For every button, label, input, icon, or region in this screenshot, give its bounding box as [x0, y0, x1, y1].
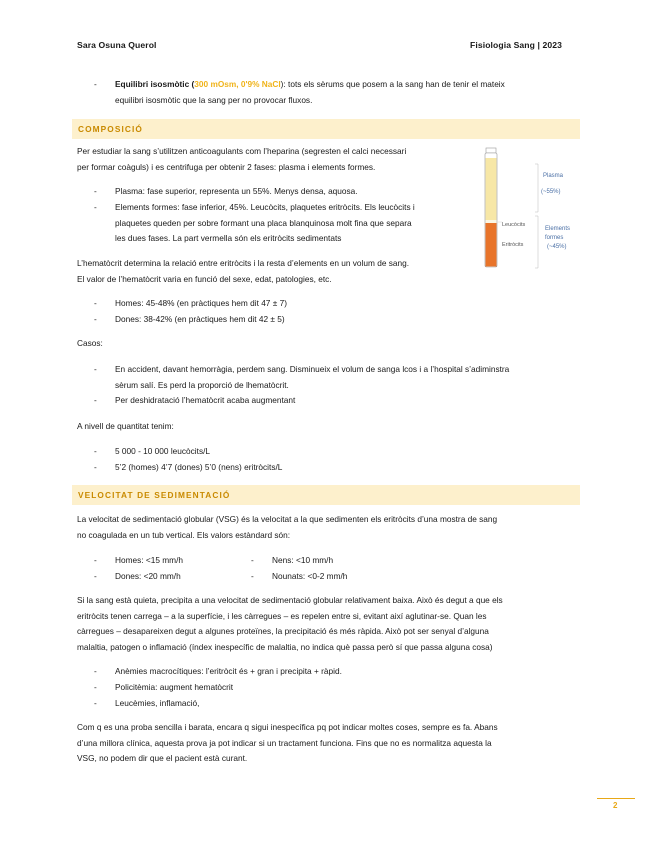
paragraph-hematocrit: L’hematòcrit determina la relació entre eritròcits i la resta d’elements en un volum de sang. El valor de l’hematòcrit varia en funció del sexe, edat, patologies, etc. [77, 258, 410, 284]
text-fragment: ): tots els sèrums que posem a la sang han de tenir el mateix [280, 79, 505, 89]
list-item-elements-formes: - Elements formes: fase inferior, 45%. Leucòcits, plaquetes eritròcits. Els leucòcits i plaquetes queden per sobre formant una placa blanquinosa molt fina que separa les dues fases. La part vermella són els eritròcits sedimentats [94, 200, 478, 247]
list-item-isosmotic [94, 77, 578, 108]
centrifuge-tube-figure [482, 144, 592, 274]
text-fragment: equilibri isosmòtic que la sang per no provocar fluxos. [115, 94, 313, 105]
label-quantitat: A nivell de quantitat tenim: [77, 421, 174, 431]
list-item-leucemies: - Leucèmies, inflamació, [94, 696, 578, 712]
list-item-cas-accident: - En accident, davant hemorràgia, perdem sang. Disminueix el volum de sanga lcos i a l’hospital s’adiminstra sèrum salí. Es perd la proporció de lhematòcrit. [94, 362, 578, 393]
label-leucocits: Leucòcits [502, 222, 526, 228]
paragraph-composicio-intro: Per estudiar la sang s’utilitzen anticoagulants com l’heparina (segresten el calci necessari per formar coàguls) i es centrifuga per obtenir 2 fases: plasma i elements formes. [77, 146, 407, 172]
paragraph-vsg-intro: La velocitat de sedimentació globular (VSG) és la velocitat a la que sedimenten els eritròcits d’una mostra de sang no coagulada en un tub vertical. Els valors estàndard són: [77, 514, 498, 540]
paragraph-vsg-conclusion: Com q es una proba sencilla i barata, encara q sigui inespecífica pq pot indicar moltes coses, sempre es fa. Abans d’una millora clínica, aquesta prova ja pot indicar si un tractament funciona. Fins que no es normalitza aquesta la VSG, no podem dir que el pacient està curant. [77, 722, 498, 763]
plasma-layer [486, 158, 497, 220]
list-item-anemies: - Anèmies macrocítiques: l’eritròcit és + gran i precipita + ràpid. [94, 664, 578, 680]
footer-divider [597, 798, 635, 799]
label-plasma: Plasma [543, 173, 564, 179]
header-subject: Fisiologia Sang | 2023 [469, 40, 562, 50]
label-eritrocits: Eritròcits [502, 242, 524, 248]
vsg-value-dones: - Dones: <20 mm/h [115, 569, 181, 585]
tube-svg [482, 144, 592, 274]
section-title-composicio: COMPOSICIÓ [72, 119, 580, 139]
label-elements: Elements [545, 226, 571, 232]
vsg-value-nounats: - Nounats: <0-2 mm/h [272, 569, 347, 585]
page-number: 2 [613, 801, 618, 810]
list-item-dones-hematocrit: - Dones: 38-42% (en pràctiques hem dit 42 ± 5) [94, 312, 578, 328]
list-item-plasma: - Plasma: fase superior, representa un 55%. Menys densa, aquosa. [94, 184, 478, 200]
label-formes: formes [545, 235, 564, 241]
list-item-leucocits-count: - 5 000 - 10 000 leucòcits/L [94, 444, 578, 460]
tube-cap [486, 148, 496, 153]
header-author: Sara Osuna Querol [77, 40, 157, 50]
list-item-cas-deshidratacio: - Per deshidratació l’hematòcrit acaba augmentant [94, 393, 578, 409]
paragraph-vsg-explanation: Si la sang està quieta, precipita a una velocitat de sedimentació globular relativament baixa. Això és degut a que els eritròcits tenen carrega – a la superfície, i les càrregues – es repelen entre si, evitant així aglutinar-se. Quan les càrregues – desapareixen degut a algunes proteïnes, la precipitació és més ràpida. Això pot ser senyal d’alguna malaltia, patogen o inflamació (índex inespecífic de malaltia, no indica què passa però sí que passa alguna cosa) [77, 595, 503, 652]
list-item-policitemia: - Policitèmia: augment hematòcrit [94, 680, 578, 696]
label-elements-pct: (~45%) [547, 244, 567, 250]
label-casos: Casos: [77, 338, 103, 348]
list-item-homes-hematocrit: - Homes: 45-48% (en pràctiques hem dit 47 ± 7) [94, 296, 578, 312]
term-label: Equilibri isosmòtic ( [115, 79, 195, 89]
section-title-velocitat: VELOCITAT DE SEDIMENTACIÓ [72, 485, 580, 505]
label-plasma-pct: (~55%) [541, 189, 561, 195]
vsg-value-homes: - Homes: <15 mm/h [115, 553, 183, 569]
buffy-coat-layer [486, 220, 497, 223]
vsg-value-nens: - Nens: <10 mm/h [272, 553, 333, 569]
list-item-eritrocits-count: - 5’2 (homes) 4’7 (dones) 5’0 (nens) eritròcits/L [94, 460, 578, 476]
highlight-value: 300 mOsm, 0'9% NaCl [194, 79, 281, 89]
